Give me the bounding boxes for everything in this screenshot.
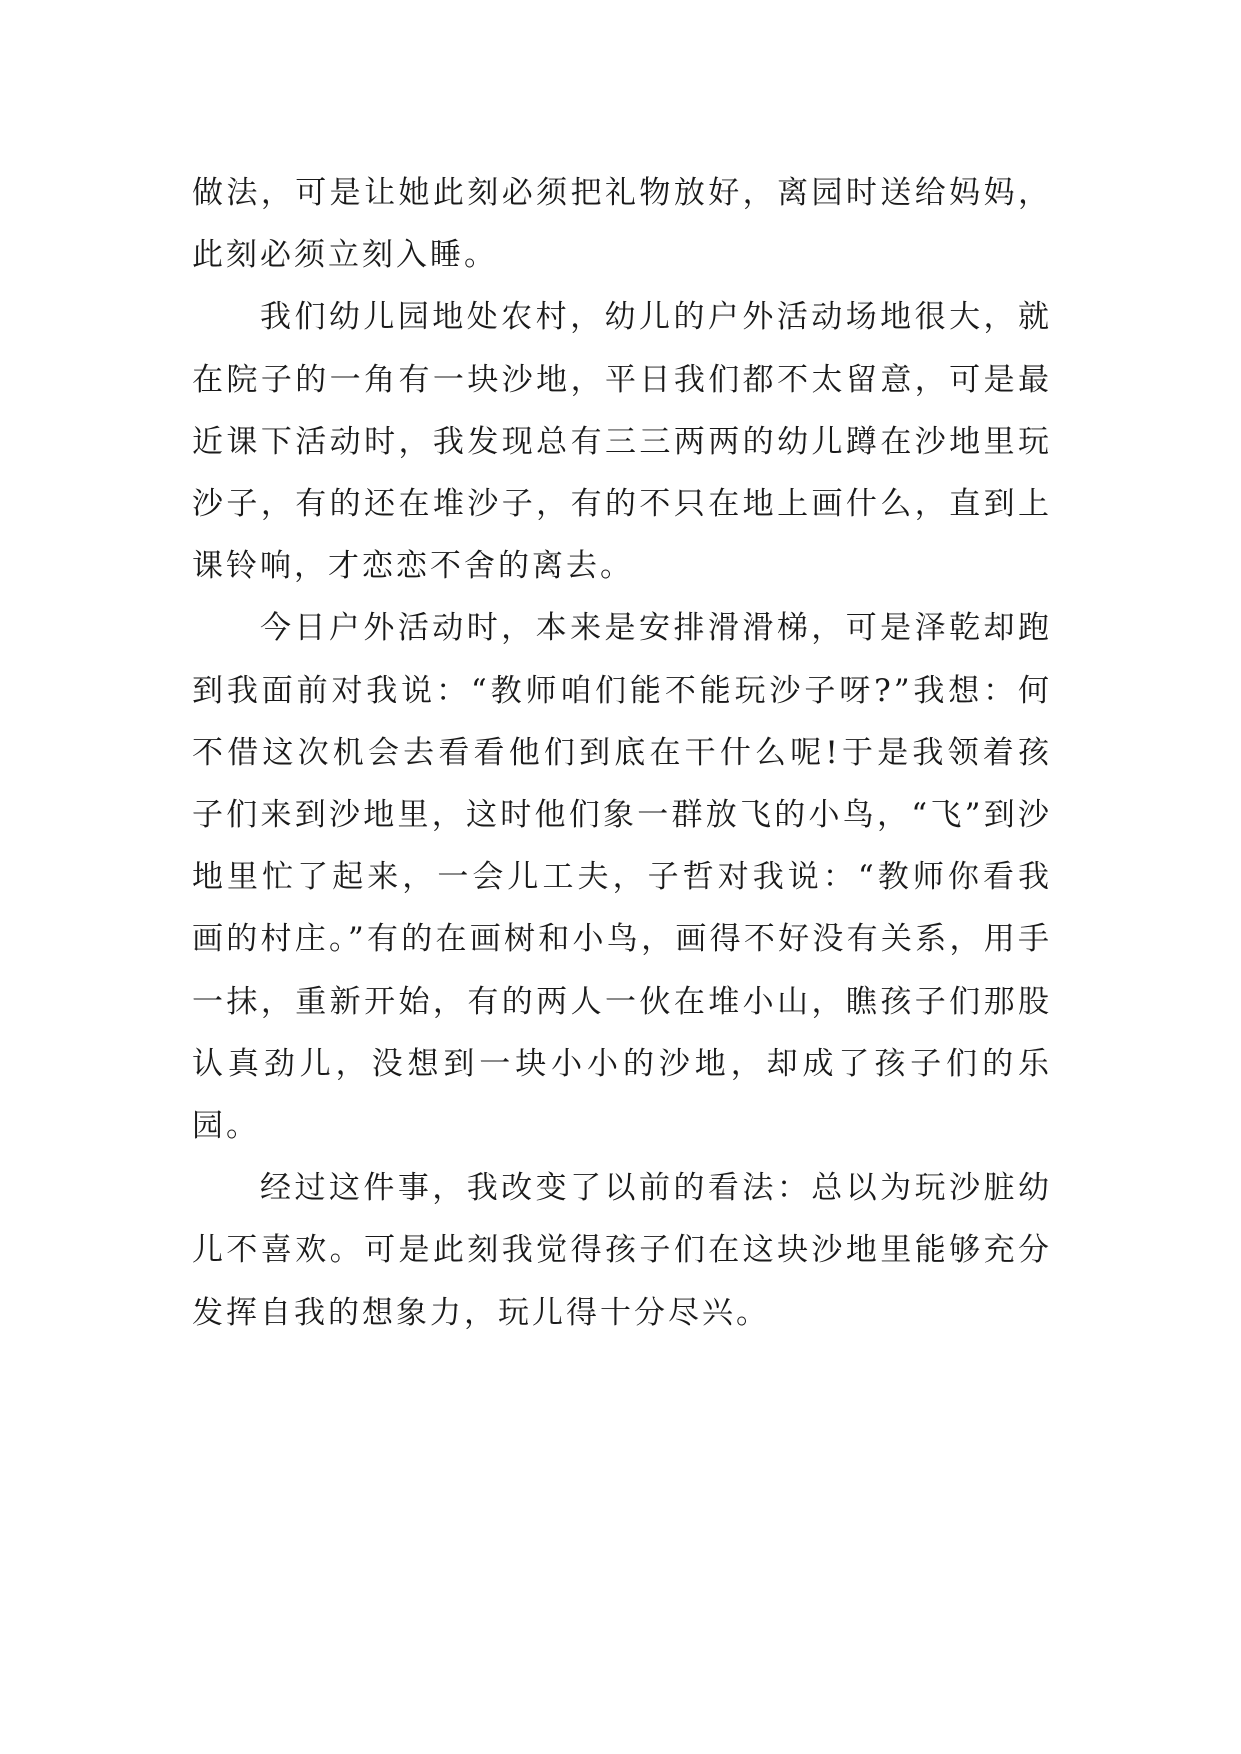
paragraph-continuation: 做法，可是让她此刻必须把礼物放好，离园时送给妈妈，此刻必须立刻入睡。 — [192, 175, 1052, 274]
paragraph-sandpit-observation: 我们幼儿园地处农村，幼儿的户外活动场地很大，就在院子的一角有一块沙地，平日我们都不太留意，可是最近课下活动时，我发现总有三三两两的幼儿蹲在沙地里玩沙子，有的还在堆沙子，有的不只在地上画什么，直到上课铃响，才恋恋不舍的离去。 — [192, 299, 1052, 585]
paragraph-sand-play-activity: 今日户外活动时，本来是安排滑滑梯，可是泽乾却跑到我面前对我说：“教师咱们能不能玩沙子呀?”我想：何不借这次机会去看看他们到底在干什么呢!于是我领着孩子们来到沙地里，这时他们象一群放飞的小鸟，“飞”到沙地里忙了起来，一会儿工夫，子哲对我说：“教师你看我画的村庄。”有的在画树和小鸟，画得不好没有关系，用手一抹，重新开始，有的两人一伙在堆小山，瞧孩子们那股认真劲儿，没想到一块小小的沙地，却成了孩子们的乐园。 — [192, 610, 1052, 1145]
document-body — [192, 162, 1052, 1344]
paragraph-reflection: 经过这件事，我改变了以前的看法：总以为玩沙脏幼儿不喜欢。可是此刻我觉得孩子们在这块沙地里能够充分发挥自我的想象力，玩儿得十分尽兴。 — [192, 1170, 1052, 1331]
